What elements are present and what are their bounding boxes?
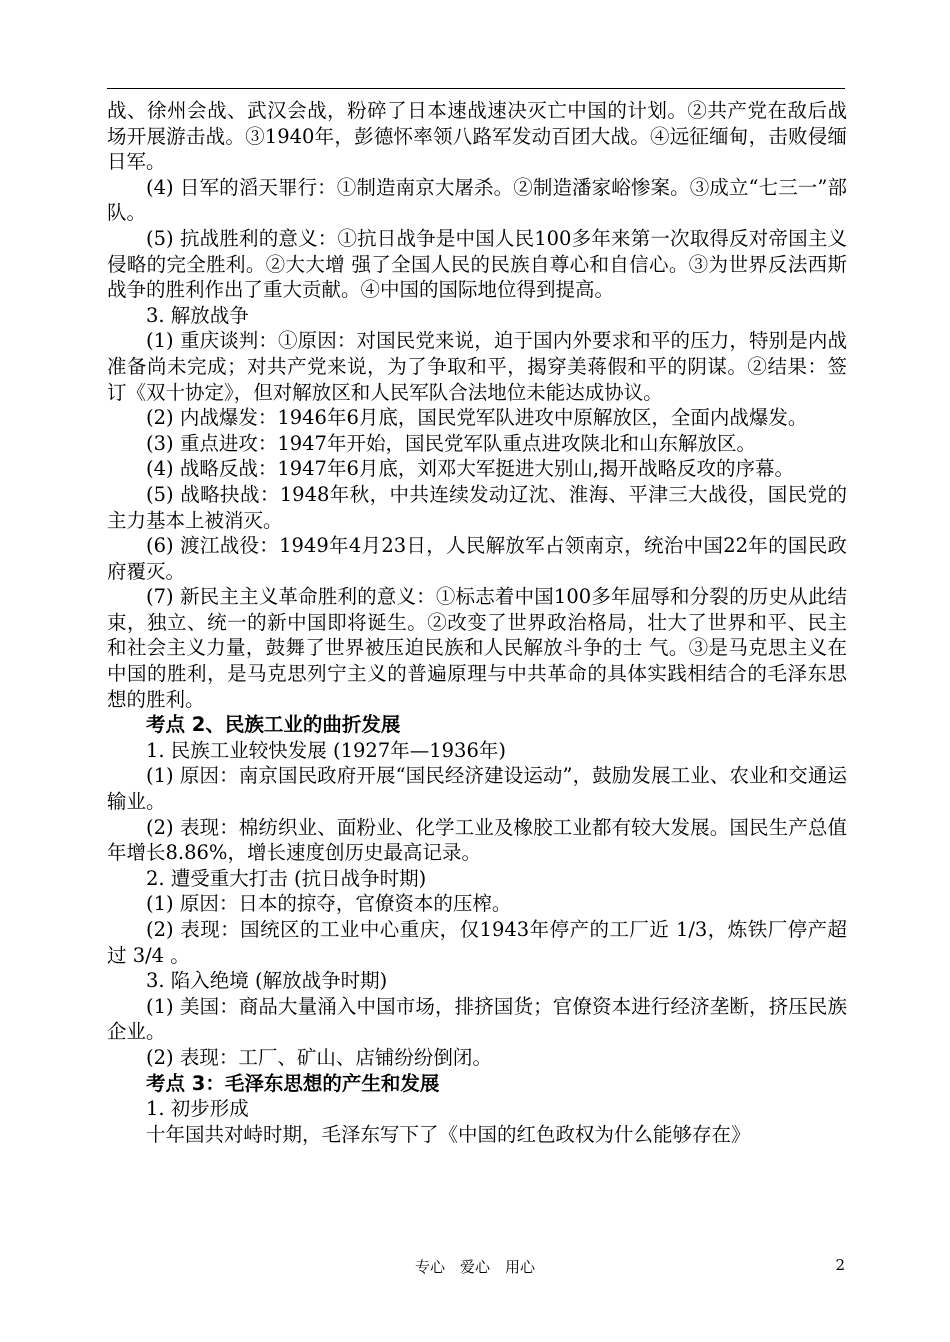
paragraph: 十年国共对峙时期，毛泽东写下了《中国的红色政权为什么能够存在》 — [146, 1122, 751, 1146]
paragraph: (1) 重庆谈判：①原因：对国民党来说，迫于国内外要求和平的压力，特别是内战准备尚未完成；对共产党来说，为了争取和平，揭穿美蒋假和平的阴谋。②结果：签订《双十协定》，但对解放区和人民军队合法地位未能达成协议。 — [107, 329, 847, 404]
paragraph: 3. 解放战争 — [146, 303, 249, 327]
paragraph: (4) 日军的滔天罪行：①制造南京大屠杀。②制造潘家峪惨案。③成立“七三一”部队。 — [107, 175, 847, 225]
paragraph: (1) 原因：日本的掠夺，官僚资本的压榨。 — [146, 892, 512, 916]
paragraph: 战、徐州会战、武汉会战，粉碎了日本速战速决灭亡中国的计划。②共产党在敌后战场开展游击战。③1940年，彭德怀率领八路军发动百团大战。④远征缅甸，击败侵缅日军。 — [107, 99, 847, 174]
paragraph: (1) 原因：南京国民政府开展“国民经济建设运动”，鼓励发展工业、农业和交通运输业。 — [107, 764, 847, 814]
paragraph: 1. 民族工业较快发展 (1927年—1936年) — [146, 738, 506, 762]
paragraph: (3) 重点进攻：1947年开始，国民党军队重点进攻陕北和山东解放区。 — [146, 431, 756, 455]
section-heading: 考点 2、民族工业的曲折发展 — [146, 713, 401, 737]
paragraph: (2) 内战爆发：1946年6月底，国民党军队进攻中原解放区，全面内战爆发。 — [146, 406, 808, 430]
paragraph: 1. 初步形成 — [146, 1097, 249, 1121]
paragraph: (1) 美国：商品大量涌入中国市场，排挤国货；官僚资本进行经济垄断，挤压民族企业。 — [107, 994, 847, 1044]
paragraph: (7) 新民主主义革命胜利的意义：①标志着中国100多年屈辱和分裂的历史从此结束，独立、统一的新中国即将诞生。②改变了世界政治格局，壮大了世界和平、民主和社会主义力量，鼓舞了世界被压迫民族和人民解放斗争的士 气。③是马克思主义在中国的胜利，是马克思列宁主义的普遍原理与中共革命的具体实践相结合的毛泽东思想的胜利。 — [107, 585, 847, 711]
paragraph: (5) 抗战胜利的意义：①抗日战争是中国人民100多年来第一次取得反对帝国主义侵略的完全胜利。②大大增 强了全国人民的民族自尊心和自信心。③为世界反法西斯战争的胜利作出了重大贡献。④中国的国际地位得到提高。 — [107, 226, 847, 302]
document-body — [107, 98, 847, 1147]
paragraph: 2. 遭受重大打击 (抗日战争时期) — [146, 866, 427, 890]
section-heading: 考点 3：毛泽东思想的产生和发展 — [146, 1071, 440, 1095]
paragraph: (5) 战略抉战：1948年秋，中共连续发动辽沈、淮海、平津三大战役，国民党的主力基本上被消灭。 — [107, 482, 847, 532]
page-number: 2 — [835, 1256, 845, 1274]
paragraph: (4) 战略反战：1947年6月底，刘邓大军挺进大别山,揭开战略反攻的序幕。 — [146, 457, 795, 481]
footer-slogan: 专心 爱心 用心 — [414, 1258, 535, 1276]
paragraph: (2) 表现：棉纺织业、面粉业、化学工业及橡胶工业都有较大发展。国民生产总值年增长8.86%，增长速度创历史最高记录。 — [107, 815, 847, 865]
paragraph: (2) 表现：工厂、矿山、店铺纷纷倒闭。 — [146, 1045, 492, 1069]
paragraph: (6) 渡江战役：1949年4月23日，人民解放军占领南京，统治中国22年的国民政府覆灭。 — [107, 534, 847, 583]
paragraph: 3. 陷入绝境 (解放战争时期) — [146, 969, 388, 993]
paragraph: (2) 表现：国统区的工业中心重庆，仅1943年停产的工厂近 1/3，炼铁厂停产超过 3/4 。 — [107, 918, 847, 967]
header-rule — [107, 88, 845, 89]
page-footer — [0, 1256, 950, 1278]
